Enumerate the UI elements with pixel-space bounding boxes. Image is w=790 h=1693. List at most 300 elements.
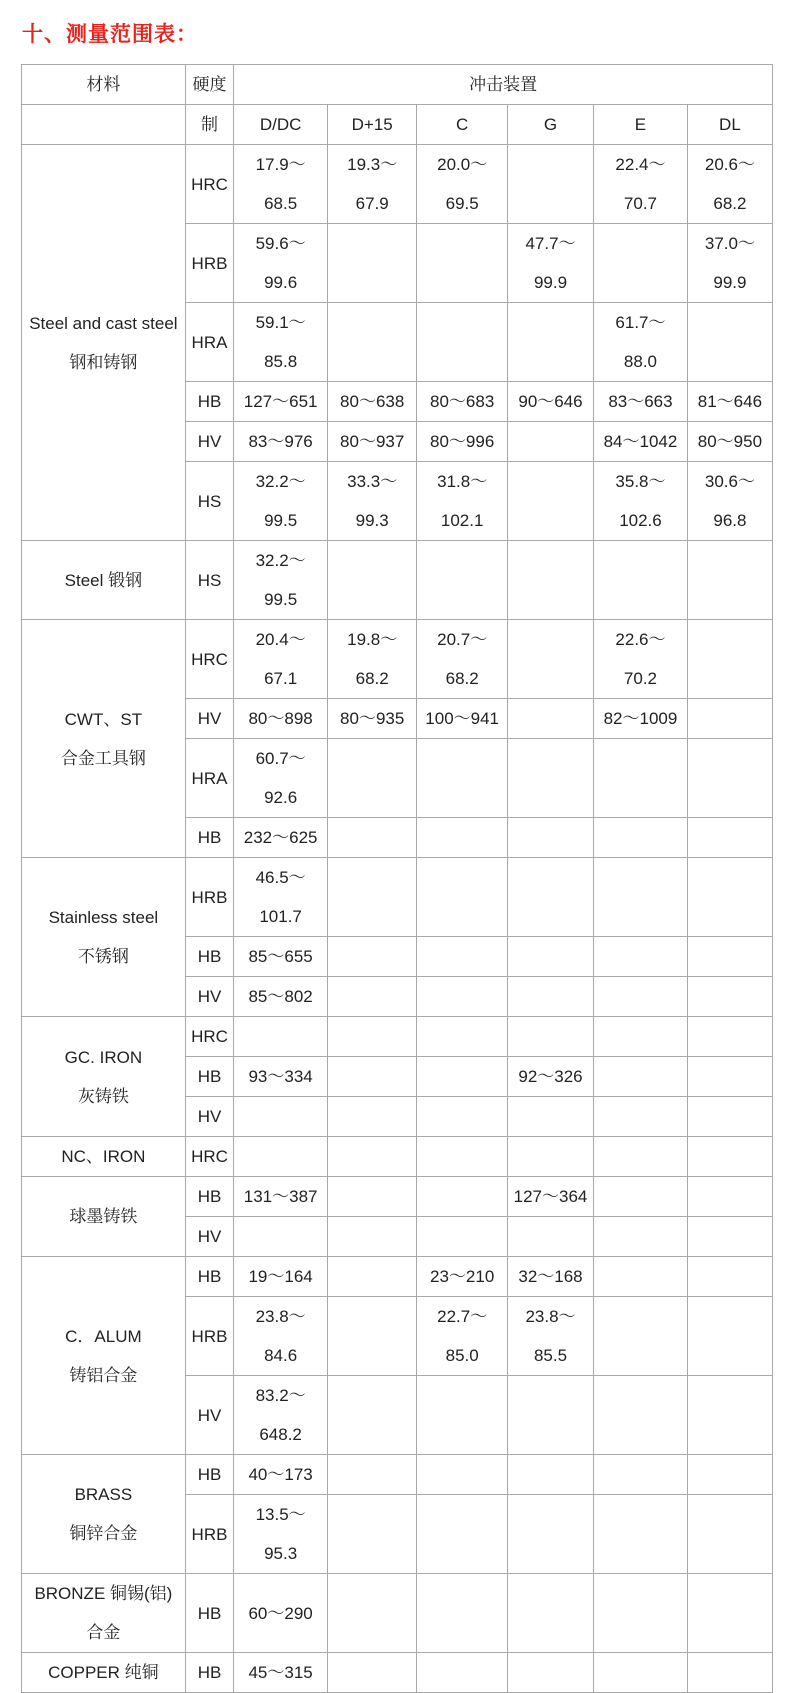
range-value-line: 23.8～ [255,1307,306,1326]
hardness-scale-cell: HB [185,1455,233,1495]
range-value-cell [594,1217,688,1257]
range-value-cell [417,1455,508,1495]
range-value-line: 59.6～ [255,234,306,253]
material-name-line: Steel 锻钢 [64,570,143,590]
header-device: D+15 [327,105,416,145]
range-value-line: 102.1 [440,511,484,530]
range-value-cell [687,1297,772,1376]
hardness-scale-cell: HRC [185,1017,233,1057]
hardness-scale-cell: HS [185,462,233,541]
material-name-line: 铸铝合金 [69,1365,138,1385]
hardness-scale-cell: HB [185,1057,233,1097]
range-value-cell [327,303,416,382]
hardness-scale-cell: HV [185,1097,233,1137]
range-value-line: 70.2 [623,669,657,688]
range-value-line: 31.8～ [437,472,488,491]
range-value-line: 69.5 [445,194,479,213]
range-value-line: 20.6～ [704,155,755,174]
material-name-line: 合金工具钢 [60,748,146,768]
range-value-cell [327,1574,416,1653]
range-value-cell [417,541,508,620]
range-value-cell [594,739,688,818]
range-value-line: 85～802 [248,987,313,1006]
range-value-line: 19.8～ [347,630,398,649]
material-name-line: Steel and cast steel [29,313,178,333]
range-value-cell [687,1097,772,1137]
range-value-cell [687,541,772,620]
range-value-cell [507,382,593,422]
range-value-cell [234,1297,328,1376]
material-name-line: 灰铸铁 [77,1086,129,1106]
hardness-scale-cell: HB [185,1257,233,1297]
range-value-cell [234,145,328,224]
range-value-cell [687,1495,772,1574]
range-value-cell [507,1297,593,1376]
table-row [22,1017,773,1057]
range-value-line: 60.7～ [255,749,306,768]
range-value-cell [594,541,688,620]
range-value-cell [327,462,416,541]
range-value-cell [507,1574,593,1653]
range-value-cell [234,620,328,699]
material-cell [22,1574,186,1653]
range-value-cell [417,1653,508,1693]
range-value-cell [594,1257,688,1297]
range-value-line: 60～290 [248,1603,313,1623]
hardness-scale-cell: HB [185,1177,233,1217]
range-value-cell [234,1017,328,1057]
range-value-line: 85.8 [264,352,298,371]
range-value-cell [687,1455,772,1495]
range-value-cell [234,422,328,462]
range-value-cell [687,977,772,1017]
range-value-cell [417,1297,508,1376]
range-value-cell [417,1257,508,1297]
material-name-line: 球墨铸铁 [69,1207,138,1226]
range-value-cell [507,858,593,937]
range-value-line: 99.6 [264,273,298,292]
range-value-line: 80～950 [697,432,763,451]
range-value-line: 83～976 [248,432,313,451]
range-value-line: 47.7～ [525,234,576,253]
range-value-cell [327,1217,416,1257]
range-value-cell [417,937,508,977]
range-value-cell [594,1177,688,1217]
range-value-cell [327,1455,416,1495]
range-value-cell [594,818,688,858]
range-value-cell [594,1653,688,1693]
range-value-cell [594,937,688,977]
header-device: DL [687,105,772,145]
material-name-line: CWT、ST [64,709,143,729]
header-row-2 [22,105,773,145]
material-name-line: 不锈钢 [77,947,129,966]
range-value-cell [327,858,416,937]
header-device: E [594,105,688,145]
range-value-cell [234,303,328,382]
hardness-scale-cell: HV [185,1376,233,1455]
range-value-cell [594,303,688,382]
range-value-cell [594,462,688,541]
range-value-cell [687,1376,772,1455]
range-value-line: 84.6 [264,1346,298,1365]
range-value-cell [687,1057,772,1097]
range-value-cell [687,1653,772,1693]
table-row [22,1137,773,1177]
hardness-scale-cell: HB [185,1653,233,1693]
range-value-cell [507,937,593,977]
material-cell [22,620,186,858]
range-value-cell [327,1097,416,1137]
range-value-line: 95.3 [264,1544,298,1563]
range-value-cell [234,1376,328,1455]
range-value-cell [687,462,772,541]
header-hardness-top: 硬度 [185,65,233,105]
material-cell [22,858,186,1017]
range-value-cell [417,739,508,818]
range-value-line: 22.4～ [615,155,666,174]
range-value-cell [327,422,416,462]
range-value-cell [507,541,593,620]
range-value-cell [234,462,328,541]
range-value-line: 40～173 [248,1465,313,1484]
range-value-cell [594,977,688,1017]
range-value-line: 99.3 [355,511,389,530]
table-row [22,1257,773,1297]
table-row [22,1455,773,1495]
range-value-line: 80～937 [340,432,405,451]
range-value-cell [687,1574,772,1653]
range-value-cell [687,937,772,977]
range-value-cell [327,541,416,620]
range-value-cell [327,1057,416,1097]
range-value-line: 127～651 [243,392,318,411]
range-value-line: 68.5 [264,194,298,213]
range-value-line: 84～1042 [603,432,678,451]
hardness-scale-cell: HRC [185,620,233,699]
material-cell [22,1177,186,1257]
range-value-cell [327,1137,416,1177]
range-value-line: 83.2～ [255,1386,306,1405]
range-value-line: 59.1～ [255,313,306,332]
range-value-cell [417,977,508,1017]
range-value-line: 23～210 [430,1267,495,1286]
range-value-line: 99.9 [713,273,747,292]
range-value-cell [687,224,772,303]
range-value-line: 17.9～ [255,155,306,174]
range-value-line: 32.2～ [255,551,306,570]
range-value-cell [327,1177,416,1217]
material-name-line: 钢和铸钢 [69,352,138,372]
range-value-cell [594,1455,688,1495]
range-value-line: 85.5 [533,1346,568,1365]
range-value-cell [507,1137,593,1177]
range-value-cell [594,145,688,224]
range-value-cell [234,1653,328,1693]
range-value-cell [234,1574,328,1653]
range-value-cell [417,1177,508,1217]
hardness-scale-cell: HB [185,382,233,422]
range-value-line: 85～655 [248,947,313,966]
range-value-line: 68.2 [445,669,479,688]
range-value-line: 19.3～ [347,155,398,174]
material-cell [22,1017,186,1137]
range-value-line: 100～941 [425,709,500,728]
range-value-line: 70.7 [623,194,657,213]
range-value-cell [507,1177,593,1217]
range-value-cell [234,1257,328,1297]
range-value-cell [417,422,508,462]
range-value-line: 13.5～ [255,1505,306,1524]
range-value-cell [594,1495,688,1574]
range-value-cell [687,1177,772,1217]
header-hardness-bottom: 制 [185,105,233,145]
range-value-line: 68.2 [355,669,389,688]
range-value-cell [234,1495,328,1574]
range-value-cell [417,462,508,541]
hardness-scale-cell: HRC [185,145,233,224]
range-value-cell [234,1177,328,1217]
range-value-cell [687,1137,772,1177]
range-value-cell [687,858,772,937]
range-value-cell [417,1137,508,1177]
range-value-cell [687,1017,772,1057]
table-row [22,1574,773,1653]
range-value-line: 20.7～ [437,630,488,649]
range-value-cell [687,620,772,699]
range-value-cell [327,818,416,858]
range-value-cell [234,1057,328,1097]
table-row [22,541,773,620]
range-value-line: 32～168 [518,1267,583,1286]
range-value-cell [234,1137,328,1177]
range-value-cell [594,1057,688,1097]
range-value-cell [417,224,508,303]
range-value-line: 101.7 [259,907,302,926]
range-value-line: 99.5 [264,590,298,609]
material-name-line: BRASS [74,1485,133,1504]
material-name-line: BRONZE 铜锡(铝) [34,1584,173,1603]
hardness-scale-cell: HV [185,977,233,1017]
material-name-line: 合金 [86,1623,121,1642]
range-value-cell [417,1017,508,1057]
range-value-cell [234,382,328,422]
range-value-cell [507,145,593,224]
range-value-line: 83～663 [608,392,673,411]
range-value-line: 61.7～ [615,313,666,332]
range-value-cell [507,1495,593,1574]
hardness-scale-cell: HB [185,1574,233,1653]
range-value-cell [417,303,508,382]
range-value-line: 99.5 [264,511,298,530]
range-value-cell [507,818,593,858]
hardness-scale-cell: HRB [185,1297,233,1376]
range-value-cell [234,977,328,1017]
range-value-cell [234,1097,328,1137]
range-value-cell [417,858,508,937]
range-value-cell [327,937,416,977]
material-cell [22,541,186,620]
hardness-scale-cell: HV [185,422,233,462]
range-value-line: 19～164 [248,1267,313,1286]
range-value-cell [507,1376,593,1455]
range-value-cell [507,303,593,382]
range-value-cell [234,699,328,739]
range-value-cell [594,1097,688,1137]
range-value-cell [327,1017,416,1057]
material-cell [22,1653,186,1693]
range-value-cell [234,818,328,858]
range-value-cell [417,1217,508,1257]
range-value-cell [417,145,508,224]
range-value-cell [594,620,688,699]
range-value-cell [507,1217,593,1257]
range-value-cell [417,1574,508,1653]
header-row-1 [22,65,773,105]
range-value-cell [687,818,772,858]
range-value-cell [507,422,593,462]
range-value-line: 648.2 [259,1425,302,1444]
range-value-cell [507,1057,593,1097]
range-value-cell [594,1574,688,1653]
range-value-cell [594,1137,688,1177]
header-device: D/DC [234,105,328,145]
range-value-line: 85.0 [445,1346,479,1365]
range-value-cell [234,1217,328,1257]
range-value-cell [507,1017,593,1057]
range-value-line: 67.1 [264,669,298,688]
range-value-line: 92.6 [264,788,298,807]
range-value-line: 82～1009 [603,709,678,728]
table-row [22,620,773,699]
range-value-line: 81～646 [697,392,763,411]
range-value-cell [327,382,416,422]
range-value-line: 90～646 [518,392,583,411]
range-value-line: 32.2～ [255,472,306,491]
range-value-cell [507,462,593,541]
range-value-line: 80～996 [430,432,495,451]
range-value-line: 80～935 [340,709,405,728]
range-value-cell [327,977,416,1017]
material-name-line: 铜锌合金 [69,1524,138,1543]
measurement-range-table [21,64,773,1693]
range-value-cell [327,224,416,303]
range-value-cell [594,1297,688,1376]
range-value-line: 20.0～ [437,155,488,174]
range-value-cell [327,1257,416,1297]
range-value-line: 80～638 [340,392,405,411]
range-value-line: 93～334 [248,1067,313,1086]
header-impact-device: 冲击装置 [234,65,773,105]
table-row [22,1177,773,1217]
range-value-line: 102.6 [619,511,662,530]
header-material: 材料 [22,65,186,105]
range-value-cell [234,1455,328,1495]
hardness-scale-cell: HRB [185,224,233,303]
range-value-cell [417,1376,508,1455]
range-value-cell [507,1653,593,1693]
range-value-line: 232～625 [243,828,318,847]
range-value-line: 33.3～ [347,472,398,491]
range-value-cell [417,1495,508,1574]
hardness-scale-cell: HRA [185,739,233,818]
hardness-scale-cell: HRB [185,1495,233,1574]
table-body [22,145,773,1693]
range-value-cell [417,818,508,858]
range-value-cell [327,145,416,224]
hardness-scale-cell: HV [185,699,233,739]
range-value-cell [507,1455,593,1495]
range-value-cell [417,620,508,699]
range-value-cell [594,858,688,937]
range-value-line: 22.7～ [437,1307,488,1326]
table-row [22,145,773,224]
range-value-line: 88.0 [623,352,657,371]
range-value-cell [327,620,416,699]
range-value-cell [417,1057,508,1097]
material-name-line: GC. IRON [64,1047,143,1067]
range-value-cell [507,1257,593,1297]
range-value-cell [327,1376,416,1455]
range-value-cell [687,699,772,739]
range-value-cell [687,1257,772,1297]
range-value-cell [594,382,688,422]
hardness-scale-cell: HB [185,818,233,858]
header-device: G [507,105,593,145]
range-value-line: 92～326 [518,1067,583,1086]
range-value-line: 22.6～ [615,630,666,649]
range-value-cell [594,1017,688,1057]
hardness-scale-cell: HV [185,1217,233,1257]
range-value-cell [507,1097,593,1137]
range-value-cell [327,739,416,818]
range-value-cell [687,422,772,462]
range-value-cell [417,1097,508,1137]
range-value-cell [327,699,416,739]
range-value-cell [507,620,593,699]
range-value-line: 99.9 [533,273,568,292]
range-value-cell [234,541,328,620]
range-value-cell [507,977,593,1017]
section-title: 十、测量范围表： [22,22,198,46]
range-value-cell [327,1653,416,1693]
hardness-scale-cell: HRC [185,1137,233,1177]
table-row [22,1653,773,1693]
header-material-empty [22,105,186,145]
range-value-cell [234,858,328,937]
range-value-cell [507,699,593,739]
material-cell [22,1137,186,1177]
range-value-cell [327,1495,416,1574]
range-value-cell [594,422,688,462]
hardness-scale-cell: HRB [185,858,233,937]
material-name-line: C．ALUM [65,1326,142,1346]
range-value-line: 46.5～ [255,868,306,887]
material-name-line: COPPER 纯铜 [48,1663,159,1682]
material-name-line: Stainless steel [48,908,159,927]
range-value-line: 131～387 [243,1187,318,1206]
material-name-line: NC、IRON [61,1147,146,1166]
range-value-cell [687,303,772,382]
material-cell [22,1455,186,1574]
range-value-cell [234,224,328,303]
range-value-cell [234,937,328,977]
range-value-line: 80～898 [248,709,313,728]
material-cell [22,1257,186,1455]
table-row [22,858,773,937]
range-value-cell [594,1376,688,1455]
range-value-cell [594,699,688,739]
